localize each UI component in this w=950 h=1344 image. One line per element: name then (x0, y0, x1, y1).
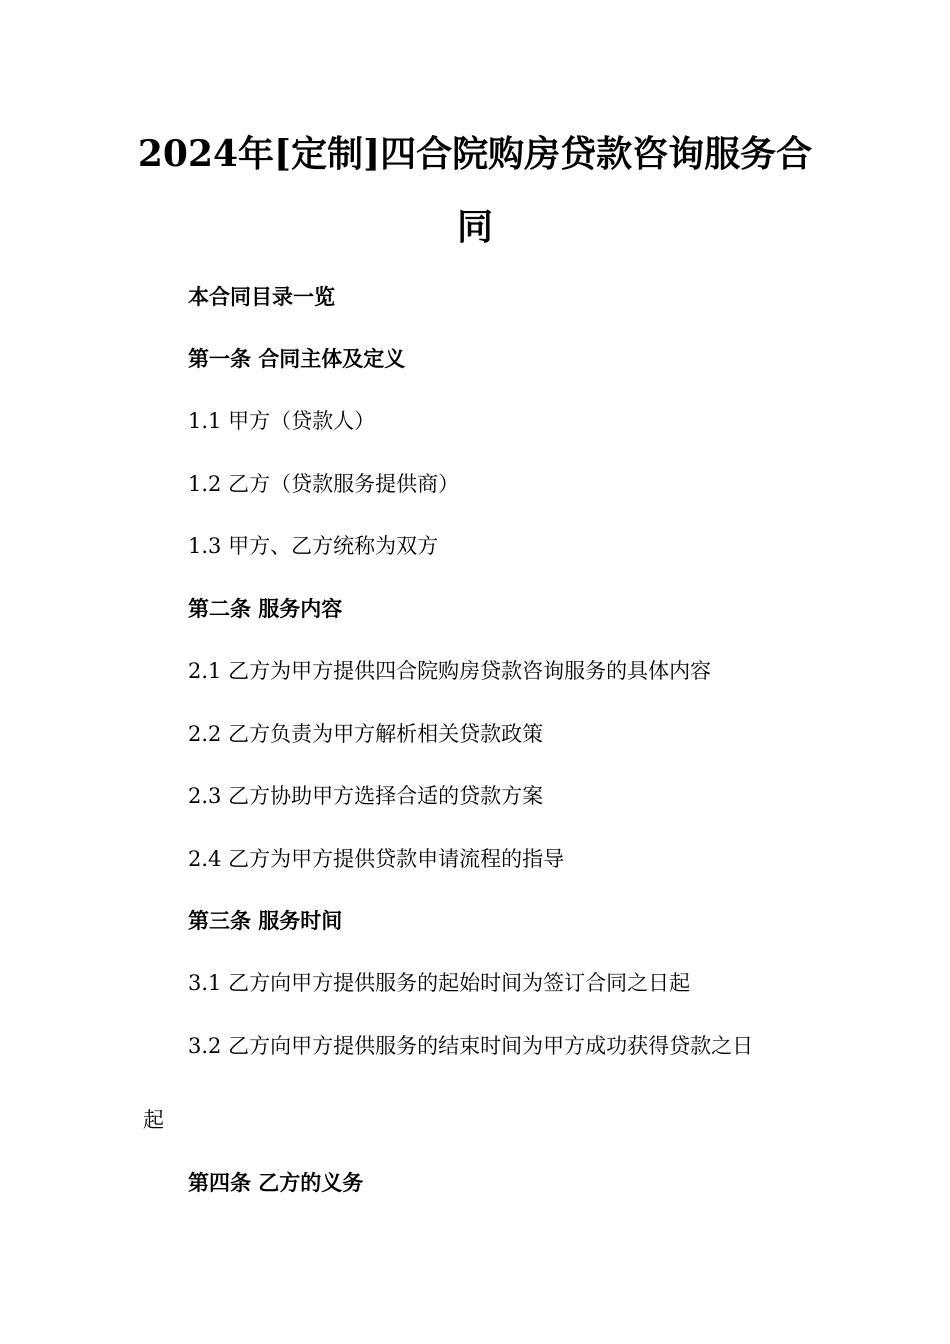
toc-heading: 本合同目录一览 (188, 285, 335, 309)
clause-3-2: 3.2 乙方向甲方提供服务的结束时间为甲方成功获得贷款之日 (188, 1034, 754, 1058)
clause-3-2-continuation: 起 (143, 1108, 164, 1132)
article-1-heading: 第一条 合同主体及定义 (188, 347, 406, 371)
clause-2-2: 2.2 乙方负责为甲方解析相关贷款政策 (188, 722, 544, 746)
clause-3-1: 3.1 乙方向甲方提供服务的起始时间为签订合同之日起 (188, 971, 691, 995)
clause-2-3: 2.3 乙方协助甲方选择合适的贷款方案 (188, 784, 544, 808)
clause-1-1: 1.1 甲方（贷款人） (188, 409, 376, 433)
article-3-heading: 第三条 服务时间 (188, 909, 343, 933)
clause-2-4: 2.4 乙方为甲方提供贷款申请流程的指导 (188, 847, 565, 871)
article-2-heading: 第二条 服务内容 (188, 597, 343, 621)
document-title-line-1: 2024年[定制]四合院购房贷款咨询服务合 (137, 133, 813, 175)
clause-1-3: 1.3 甲方、乙方统称为双方 (188, 534, 439, 558)
clause-1-2: 1.2 乙方（贷款服务提供商） (188, 472, 460, 496)
clause-2-1: 2.1 乙方为甲方提供四合院购房贷款咨询服务的具体内容 (188, 659, 712, 683)
document-title-line-2: 同 (456, 206, 493, 248)
article-4-heading: 第四条 乙方的义务 (188, 1171, 364, 1195)
